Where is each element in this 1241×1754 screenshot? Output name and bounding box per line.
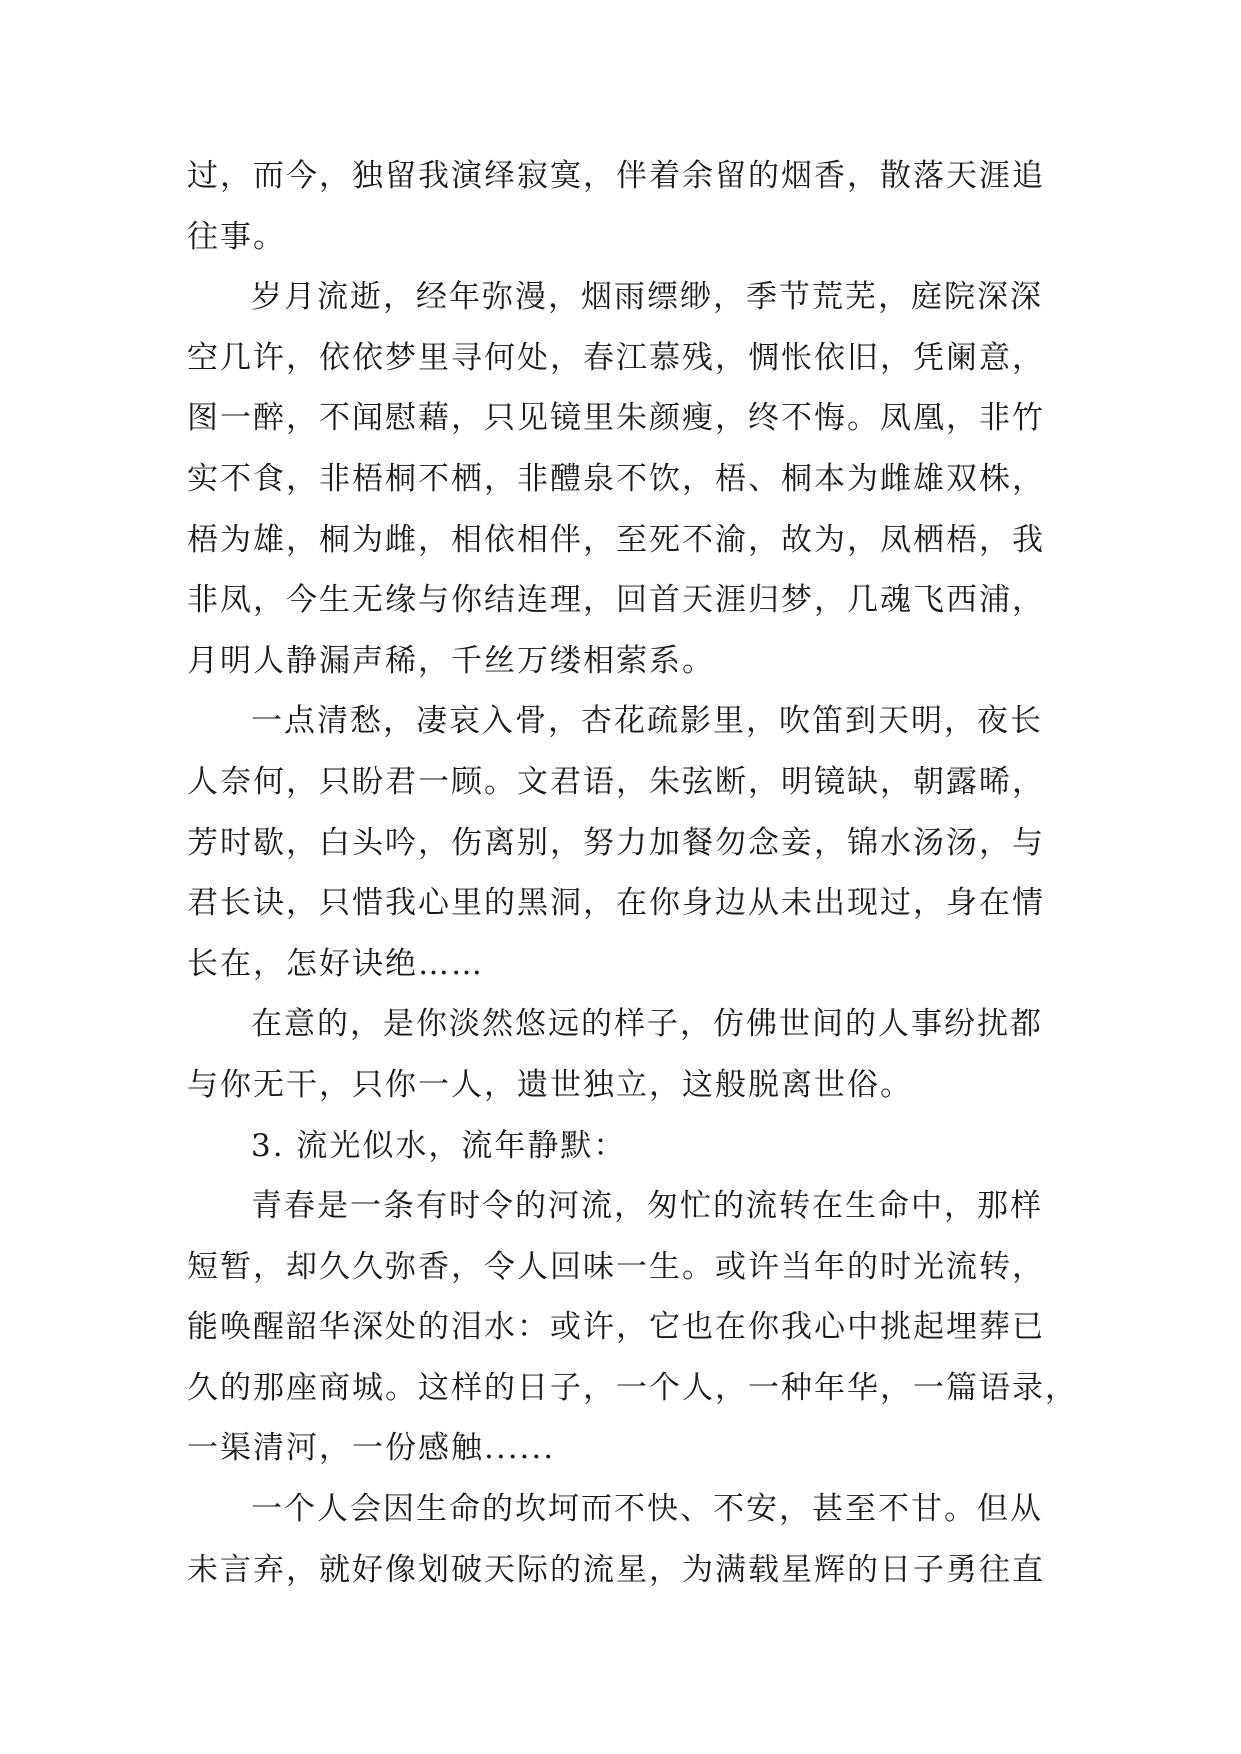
text-line: 未言弃，就好像划破天际的流星，为满载星辉的日子勇往直 (187, 1551, 1045, 1588)
text-line: 一点清愁，凄哀入骨，杏花疏影里，吹笛到天明，夜长 (251, 703, 1043, 740)
section-heading: 3. 流光似水，流年静默： (251, 1127, 627, 1164)
document-body (187, 146, 1078, 1600)
text-line: 往事。 (187, 218, 286, 255)
text-line: 一渠清河，一份感触...... (187, 1430, 556, 1467)
text-line: 人奈何，只盼君一顾。文君语，朱弦断，明镜缺，朝露晞， (187, 763, 1045, 800)
text-line: 空几许，依依梦里寻何处，春江慕残，惆怅依旧，凭阑意， (187, 339, 1045, 376)
text-line: 实不食，非梧桐不栖，非醴泉不饮，梧、桐本为雌雄双株， (187, 460, 1045, 497)
text-line: 芳时歇，白头吟，伤离别，努力加餐勿念妾，锦水汤汤，与 (187, 824, 1045, 861)
text-line: 月明人静漏声稀，千丝万缕相萦系。 (187, 642, 715, 679)
text-line: 青春是一条有时令的河流，匆忙的流转在生命中，那样 (251, 1188, 1043, 1225)
text-line: 梧为雄，桐为雌，相依相伴，至死不渝，故为，凤栖梧，我 (187, 521, 1045, 558)
text-line: 过，而今，独留我演绎寂寞，伴着余留的烟香，散落天涯追 (187, 158, 1045, 194)
text-line: 君长诀，只惜我心里的黑洞，在你身边从未出现过，身在情 (187, 885, 1045, 922)
text-line: 在意的，是你淡然悠远的样子，仿佛世间的人事纷扰都 (251, 1006, 1043, 1043)
text-line: 图一醉，不闻慰藉，只见镜里朱颜瘦，终不悔。凤凰，非竹 (187, 400, 1045, 437)
text-line: 一个人会因生命的坎坷而不快、不安，甚至不甘。但从 (251, 1491, 1043, 1528)
text-line: 岁月流逝，经年弥漫，烟雨缥缈，季节荒芜，庭院深深 (251, 279, 1043, 316)
text-line: 与你无干，只你一人，遗世独立，这般脱离世俗。 (187, 1066, 913, 1103)
text-line: 短暂，却久久弥香，令人回味一生。或许当年的时光流转， (187, 1248, 1045, 1285)
text-line: 非凤，今生无缘与你结连理，回首天涯归梦，几魂飞西浦， (187, 582, 1045, 619)
text-line: 长在，怎好诀绝…… (187, 945, 484, 982)
text-line: 能唤醒韶华深处的泪水：或许，它也在你我心中挑起埋葬已 (187, 1309, 1045, 1346)
text-line: 久的那座商城。这样的日子，一个人，一种年华，一篇语录， (187, 1369, 1078, 1406)
